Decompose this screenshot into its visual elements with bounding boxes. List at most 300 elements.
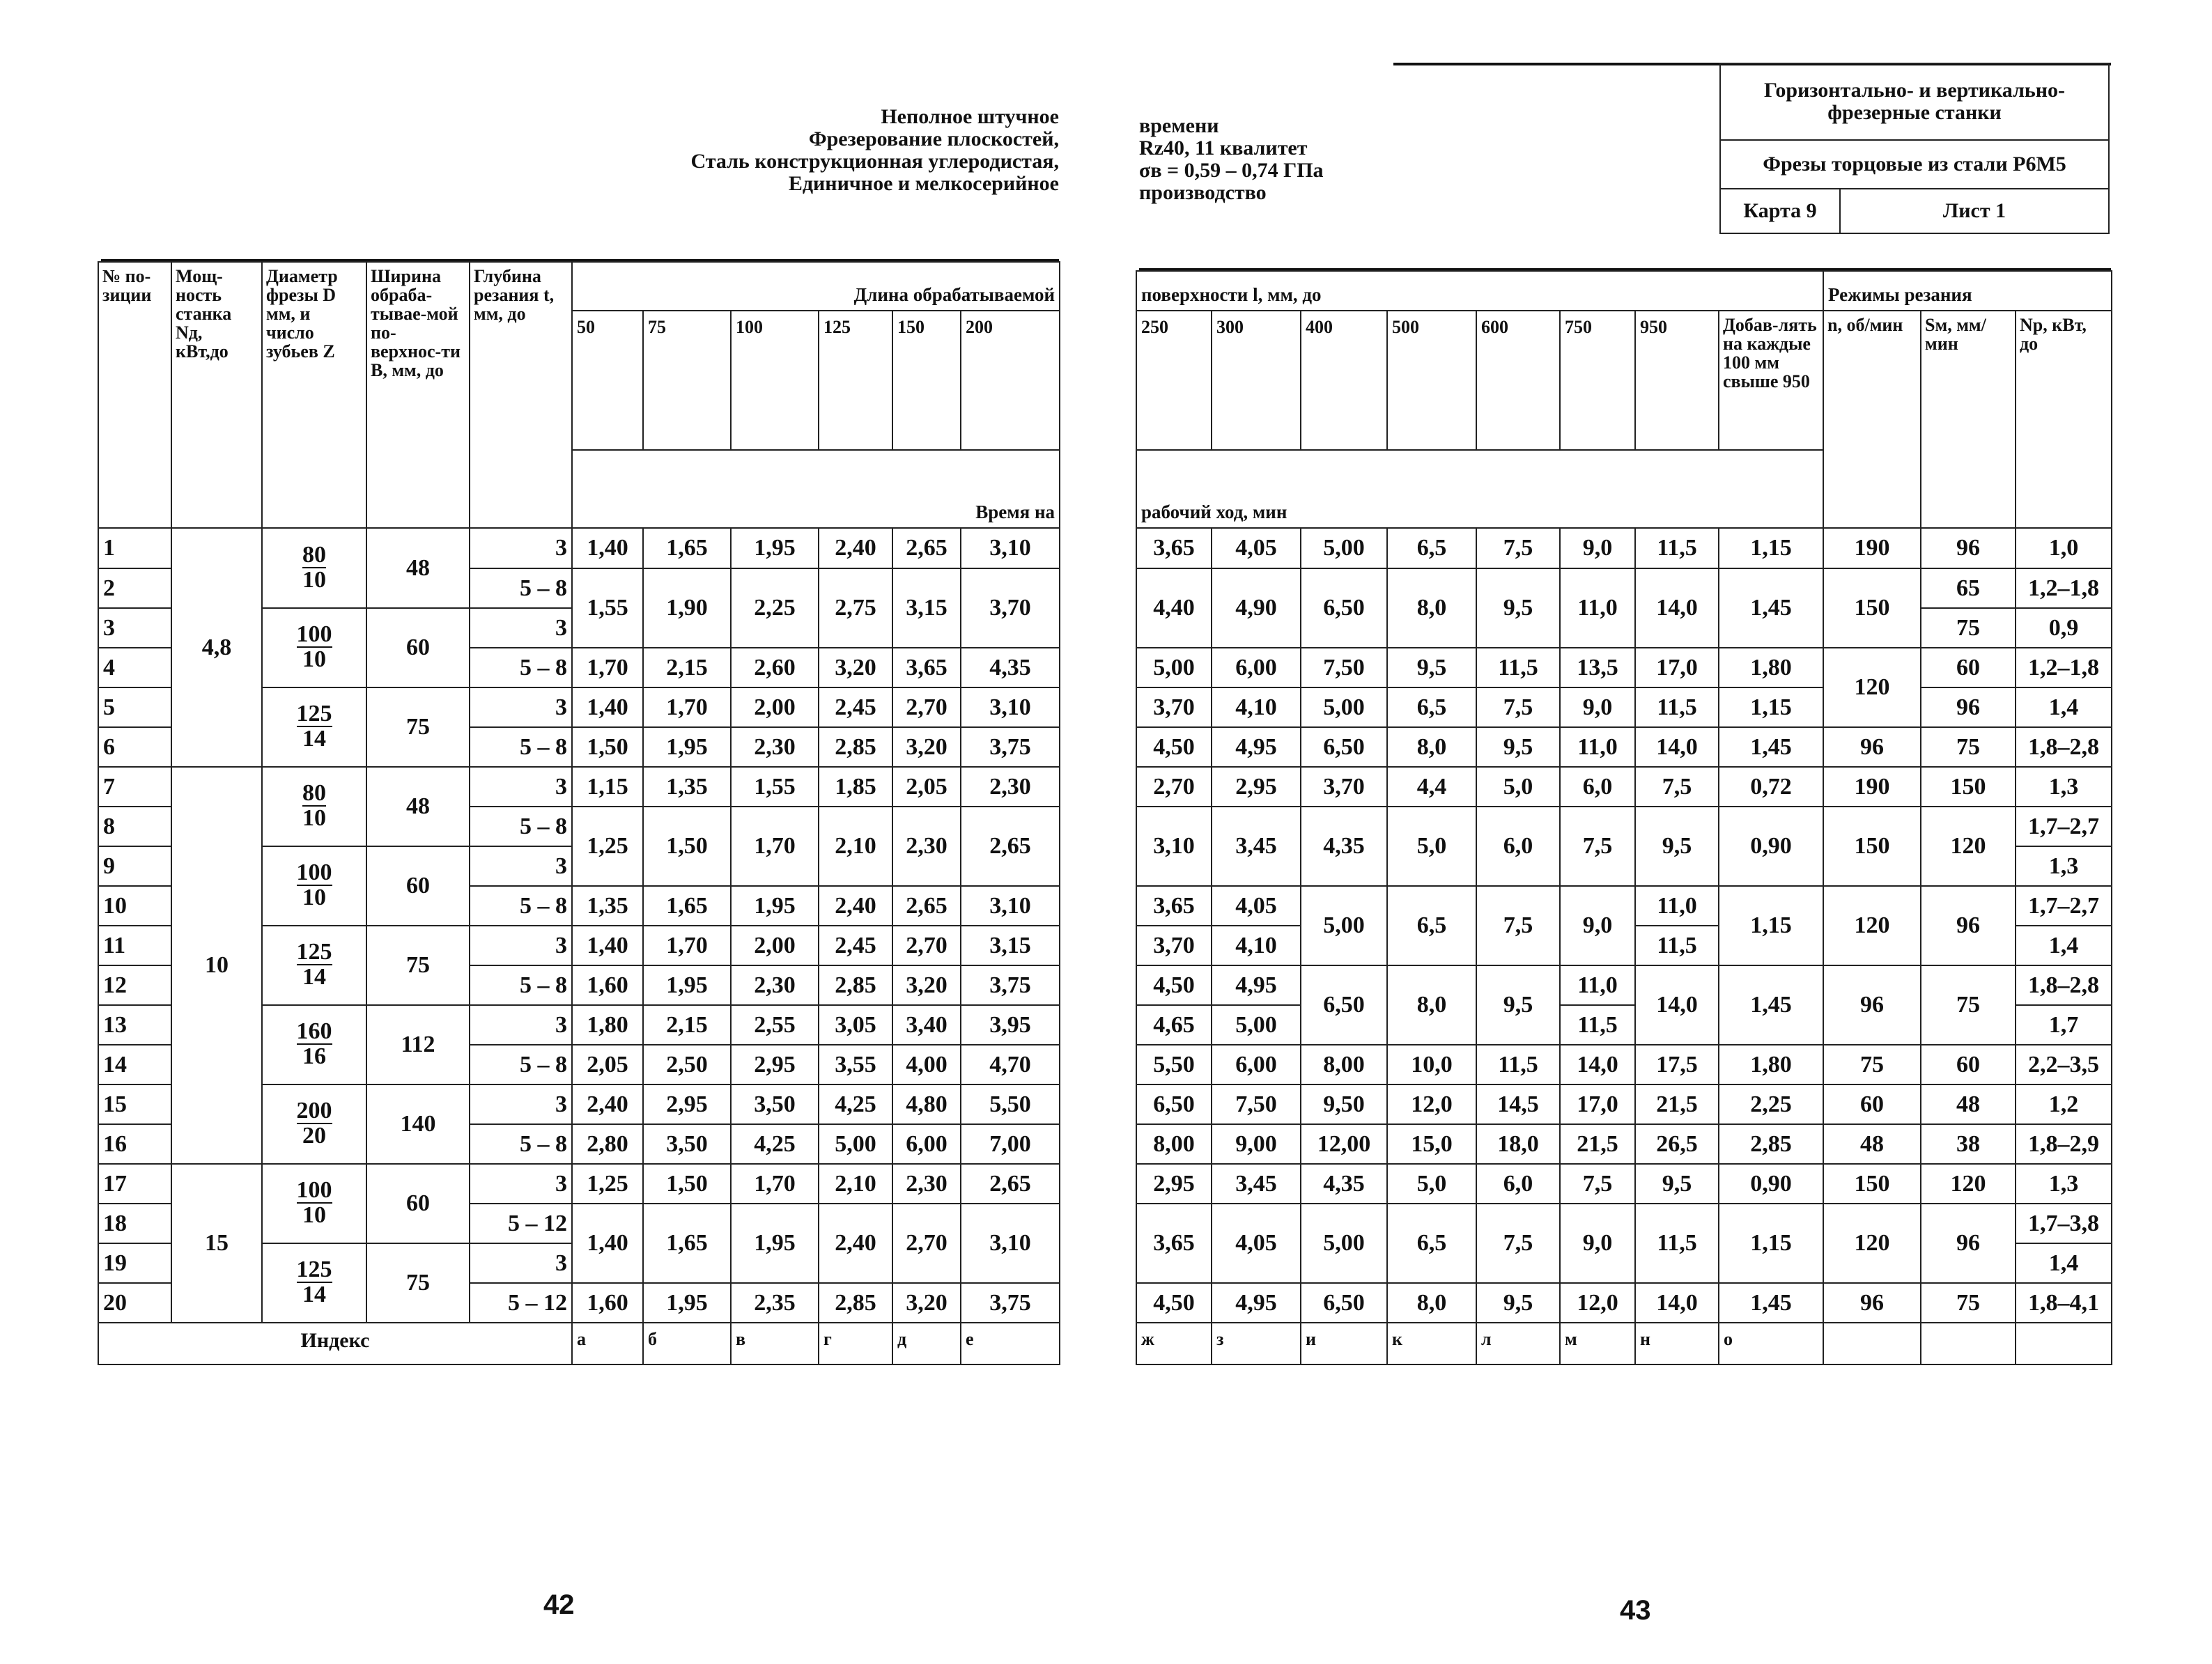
diam-d: 100 [296, 1177, 332, 1203]
diam-d: 200 [296, 1098, 332, 1123]
time-cell: 2,30 [731, 727, 819, 767]
col-s: Sм, мм/мин [1921, 311, 2016, 528]
time-cell: 2,95 [731, 1045, 819, 1084]
time-cell: 4,10 [1212, 926, 1301, 965]
page-number-right: 43 [1620, 1595, 1651, 1626]
time-cell: 6,00 [1212, 1045, 1301, 1084]
time-cell: 5,00 [1301, 886, 1387, 965]
time-cell: 4,35 [961, 648, 1060, 687]
col-diam: Диаметр фрезы D мм, и число зубьев Z [262, 262, 366, 528]
time-cell: 3,95 [961, 1005, 1060, 1045]
depth-cell: 5 – 8 [470, 807, 572, 846]
diam-cell [262, 528, 366, 608]
machines-title: Горизонтально- и вертикально-фрезерные станки [1720, 63, 2109, 140]
add-cell: 1,15 [1719, 886, 1823, 965]
left-header-line: Фрезерование плоскостей, [808, 127, 1059, 150]
time-cell: 1,35 [572, 886, 643, 926]
time-cell: 6,0 [1560, 767, 1635, 807]
time-cell: 2,15 [643, 1005, 731, 1045]
time-cell: 10,0 [1387, 1045, 1476, 1084]
time-cell: 2,65 [892, 886, 961, 926]
time-cell: 7,5 [1635, 767, 1719, 807]
time-cell: 5,50 [961, 1084, 1060, 1124]
depth-cell: 3 [470, 687, 572, 727]
time-cell: 5,0 [1387, 807, 1476, 886]
col-power: Мощ-ность станка Nд, кВт,до [171, 262, 262, 528]
card-number: Карта 9 [1720, 189, 1840, 233]
time-cell: 4,95 [1212, 727, 1301, 767]
add-cell: 1,45 [1719, 1283, 1823, 1323]
s-cell: 120 [1921, 807, 2016, 886]
time-cell: 1,95 [643, 727, 731, 767]
add-cell: 0,72 [1719, 767, 1823, 807]
diam-z: 16 [302, 1043, 326, 1069]
col-width: Ширина обраба-тывае-мой по-верхнос-ти B, мм, до [366, 262, 470, 528]
n-cell: 96 [1823, 965, 1921, 1045]
pos-cell: 2 [98, 568, 171, 608]
time-cell: 8,0 [1387, 965, 1476, 1045]
diam-d: 100 [296, 621, 332, 647]
depth-cell: 3 [470, 767, 572, 807]
time-cell: 6,5 [1387, 886, 1476, 965]
p-cell: 1,7 [2016, 1005, 2112, 1045]
time-cell: 12,00 [1301, 1124, 1387, 1164]
diam-d: 125 [296, 939, 332, 965]
time-cell: 7,5 [1560, 807, 1635, 886]
time-cell: 6,0 [1476, 1164, 1560, 1204]
time-cell: 4,90 [1212, 568, 1301, 648]
time-cell: 3,15 [892, 568, 961, 648]
pos-cell: 12 [98, 965, 171, 1005]
index-cell: н [1635, 1323, 1719, 1364]
depth-cell: 5 – 8 [470, 568, 572, 608]
time-cell: 6,50 [1301, 568, 1387, 648]
time-cell: 9,0 [1560, 528, 1635, 568]
index-cell: и [1301, 1323, 1387, 1364]
len-col: 950 [1635, 311, 1719, 450]
time-cell: 4,50 [1136, 727, 1212, 767]
time-cell: 4,95 [1212, 965, 1301, 1005]
time-cell: 14,0 [1635, 965, 1719, 1045]
diam-d: 100 [296, 860, 332, 885]
time-cell: 2,40 [572, 1084, 643, 1124]
time-cell: 3,70 [1136, 926, 1212, 965]
time-cell: 1,40 [572, 926, 643, 965]
depth-cell: 5 – 8 [470, 727, 572, 767]
time-cell: 1,65 [643, 1204, 731, 1283]
s-cell: 96 [1921, 886, 2016, 965]
time-cell: 1,80 [572, 1005, 643, 1045]
time-cell: 3,65 [1136, 886, 1212, 926]
time-cell: 2,65 [961, 1164, 1060, 1204]
time-cell: 1,35 [643, 767, 731, 807]
width-cell: 48 [366, 528, 470, 608]
time-cell: 3,10 [961, 886, 1060, 926]
time-cell: 2,70 [892, 687, 961, 727]
time-cell: 11,5 [1635, 687, 1719, 727]
col-add: Добав-лять на каждые 100 мм свыше 950 [1719, 311, 1823, 450]
time-cell: 1,60 [572, 965, 643, 1005]
time-cell: 2,95 [643, 1084, 731, 1124]
pos-cell: 11 [98, 926, 171, 965]
pos-cell: 8 [98, 807, 171, 846]
width-cell: 140 [366, 1084, 470, 1164]
time-cell: 2,70 [1136, 767, 1212, 807]
diam-z: 10 [302, 1202, 326, 1228]
time-cell: 7,00 [961, 1124, 1060, 1164]
p-cell: 1,3 [2016, 846, 2112, 886]
time-cell: 1,65 [643, 528, 731, 568]
index-cell: а [572, 1323, 643, 1364]
p-cell: 0,9 [2016, 608, 2112, 648]
time-cell: 2,95 [1212, 767, 1301, 807]
depth-cell: 3 [470, 846, 572, 886]
time-cell: 4,50 [1136, 1283, 1212, 1323]
index-label: Индекс [98, 1323, 572, 1364]
add-cell: 1,15 [1719, 528, 1823, 568]
diam-d: 125 [296, 1257, 332, 1282]
time-cell: 1,55 [572, 568, 643, 648]
time-cell: 1,40 [572, 1204, 643, 1283]
n-cell: 190 [1823, 528, 1921, 568]
right-header [1139, 115, 1474, 204]
time-cell: 4,65 [1136, 1005, 1212, 1045]
time-cell: 13,5 [1560, 648, 1635, 687]
diam-d: 125 [296, 701, 332, 726]
index-cell: л [1476, 1323, 1560, 1364]
time-cell: 4,35 [1301, 1164, 1387, 1204]
pos-cell: 20 [98, 1283, 171, 1323]
s-cell: 75 [1921, 727, 2016, 767]
depth-cell: 5 – 12 [470, 1204, 572, 1243]
width-cell: 48 [366, 767, 470, 846]
depth-cell: 3 [470, 1084, 572, 1124]
time-cell: 1,15 [572, 767, 643, 807]
time-cell: 3,40 [892, 1005, 961, 1045]
right-header-line: σв = 0,59 – 0,74 ГПа [1139, 159, 1324, 182]
len-col: 50 [572, 311, 643, 450]
time-cell: 2,10 [819, 1164, 892, 1204]
col-p: Nр, кВт, до [2016, 311, 2112, 528]
s-cell: 120 [1921, 1164, 2016, 1204]
time-cell: 1,95 [731, 528, 819, 568]
n-cell: 96 [1823, 1283, 1921, 1323]
n-cell: 150 [1823, 807, 1921, 886]
depth-cell: 3 [470, 608, 572, 648]
page-number-left: 42 [543, 1589, 575, 1620]
time-group: Время на [572, 450, 1060, 528]
diam-z: 20 [302, 1123, 326, 1149]
index-cell: г [819, 1323, 892, 1364]
time-cell: 3,10 [961, 687, 1060, 727]
time-cell: 1,70 [731, 807, 819, 886]
time-cell: 5,00 [819, 1124, 892, 1164]
p-cell: 2,2–3,5 [2016, 1045, 2112, 1084]
diam-z: 10 [302, 566, 326, 593]
time-cell: 7,5 [1476, 1204, 1560, 1283]
right-header-line: времени [1139, 114, 1219, 137]
time-cell: 2,00 [731, 687, 819, 727]
diam-z: 14 [302, 726, 326, 752]
time-cell: 5,00 [1301, 528, 1387, 568]
s-cell: 75 [1921, 1283, 2016, 1323]
time-cell: 3,70 [961, 568, 1060, 648]
len-col: 250 [1136, 311, 1212, 450]
n-cell: 60 [1823, 1084, 1921, 1124]
time-cell: 3,50 [731, 1084, 819, 1124]
s-cell: 75 [1921, 608, 2016, 648]
index-cell: о [1719, 1323, 1823, 1364]
s-cell: 65 [1921, 568, 2016, 608]
n-cell: 150 [1823, 568, 1921, 648]
time-cell: 1,65 [643, 886, 731, 926]
width-cell: 60 [366, 1164, 470, 1243]
time-cell: 21,5 [1560, 1124, 1635, 1164]
p-cell: 1,2–1,8 [2016, 568, 2112, 608]
time-cell: 14,0 [1635, 568, 1719, 648]
time-cell: 8,00 [1301, 1045, 1387, 1084]
time-cell: 1,70 [731, 1164, 819, 1204]
time-cell: 14,0 [1635, 1283, 1719, 1323]
index-cell: е [961, 1323, 1060, 1364]
p-cell: 1,3 [2016, 1164, 2112, 1204]
time-cell: 6,5 [1387, 687, 1476, 727]
time-cell: 9,0 [1560, 687, 1635, 727]
depth-cell: 5 – 12 [470, 1283, 572, 1323]
time-cell: 3,65 [1136, 528, 1212, 568]
diam-z: 10 [302, 805, 326, 831]
depth-cell: 3 [470, 926, 572, 965]
time-cell: 5,00 [1136, 648, 1212, 687]
time-cell: 17,0 [1560, 1084, 1635, 1124]
len-col: 150 [892, 311, 961, 450]
time-cell: 2,70 [892, 1204, 961, 1283]
len-col: 500 [1387, 311, 1476, 450]
time-cell: 4,40 [1136, 568, 1212, 648]
time-cell: 3,20 [819, 648, 892, 687]
time-cell: 7,50 [1301, 648, 1387, 687]
time-cell: 8,00 [1136, 1124, 1212, 1164]
index-cell: д [892, 1323, 961, 1364]
index-cell: з [1212, 1323, 1301, 1364]
diam-cell [262, 1243, 366, 1323]
add-cell: 1,15 [1719, 687, 1823, 727]
index-cell-empty [2016, 1323, 2112, 1364]
time-cell: 7,50 [1212, 1084, 1301, 1124]
p-cell: 1,8–2,8 [2016, 727, 2112, 767]
n-cell: 120 [1823, 1204, 1921, 1283]
pos-cell: 10 [98, 886, 171, 926]
length-group: поверхности l, мм, до [1136, 271, 1823, 311]
time-cell: 6,50 [1301, 965, 1387, 1045]
time-group: рабочий ход, мин [1136, 450, 1823, 528]
tools-title: Фрезы торцовые из стали Р6М5 [1720, 140, 2109, 189]
time-cell: 4,80 [892, 1084, 961, 1124]
time-cell: 2,75 [819, 568, 892, 648]
time-cell: 2,35 [731, 1283, 819, 1323]
depth-cell: 5 – 8 [470, 886, 572, 926]
add-cell: 1,45 [1719, 568, 1823, 648]
time-cell: 4,05 [1212, 1204, 1301, 1283]
p-cell: 1,0 [2016, 528, 2112, 568]
time-cell: 3,70 [1136, 687, 1212, 727]
add-cell: 1,45 [1719, 727, 1823, 767]
time-cell: 2,65 [892, 528, 961, 568]
time-cell: 2,30 [961, 767, 1060, 807]
time-cell: 9,5 [1635, 807, 1719, 886]
time-cell: 2,30 [731, 965, 819, 1005]
s-cell: 96 [1921, 528, 2016, 568]
diam-cell [262, 926, 366, 1005]
index-cell: в [731, 1323, 819, 1364]
time-cell: 4,35 [1301, 807, 1387, 886]
time-cell: 9,5 [1387, 648, 1476, 687]
col-n: n, об/мин [1823, 311, 1921, 528]
pos-cell: 3 [98, 608, 171, 648]
time-cell: 11,0 [1560, 727, 1635, 767]
depth-cell: 3 [470, 1243, 572, 1283]
time-cell: 1,95 [643, 1283, 731, 1323]
diam-cell [262, 846, 366, 926]
diam-cell [262, 1084, 366, 1164]
index-cell: б [643, 1323, 731, 1364]
time-cell: 2,45 [819, 687, 892, 727]
time-cell: 15,0 [1387, 1124, 1476, 1164]
time-cell: 2,25 [731, 568, 819, 648]
len-col: 125 [819, 311, 892, 450]
s-cell: 96 [1921, 1204, 2016, 1283]
card-title-box [1719, 63, 2110, 234]
len-col: 600 [1476, 311, 1560, 450]
time-cell: 2,95 [1136, 1164, 1212, 1204]
time-cell: 9,0 [1560, 1204, 1635, 1283]
n-cell: 120 [1823, 886, 1921, 965]
left-header-line: Единичное и мелкосерийное [788, 172, 1059, 195]
p-cell: 1,3 [2016, 767, 2112, 807]
time-cell: 1,50 [643, 807, 731, 886]
diam-z: 10 [302, 646, 326, 672]
add-cell: 0,90 [1719, 807, 1823, 886]
time-cell: 11,0 [1635, 886, 1719, 926]
time-cell: 9,5 [1476, 727, 1560, 767]
diam-cell [262, 767, 366, 846]
time-cell: 1,95 [731, 1204, 819, 1283]
time-cell: 9,00 [1212, 1124, 1301, 1164]
add-cell: 1,15 [1719, 1204, 1823, 1283]
diam-cell [262, 608, 366, 687]
time-cell: 9,50 [1301, 1084, 1387, 1124]
time-cell: 3,10 [1136, 807, 1212, 886]
pos-cell: 14 [98, 1045, 171, 1084]
pos-cell: 13 [98, 1005, 171, 1045]
add-cell: 2,85 [1719, 1124, 1823, 1164]
s-cell: 38 [1921, 1124, 2016, 1164]
power-cell: 15 [171, 1164, 262, 1323]
time-cell: 5,00 [1212, 1005, 1301, 1045]
time-cell: 17,5 [1635, 1045, 1719, 1084]
p-cell: 1,2–1,8 [2016, 648, 2112, 687]
time-cell: 2,05 [572, 1045, 643, 1084]
time-cell: 4,00 [892, 1045, 961, 1084]
p-cell: 1,7–2,7 [2016, 807, 2112, 846]
time-cell: 1,90 [643, 568, 731, 648]
time-cell: 3,20 [892, 965, 961, 1005]
time-cell: 4,05 [1212, 886, 1301, 926]
diam-z: 10 [302, 885, 326, 910]
diam-d: 160 [296, 1018, 332, 1044]
right-table [1136, 270, 2112, 1365]
add-cell: 0,90 [1719, 1164, 1823, 1204]
time-cell: 1,70 [643, 926, 731, 965]
time-cell: 4,10 [1212, 687, 1301, 727]
add-cell: 2,25 [1719, 1084, 1823, 1124]
time-cell: 4,05 [1212, 528, 1301, 568]
time-cell: 1,55 [731, 767, 819, 807]
width-cell: 112 [366, 1005, 470, 1084]
time-cell: 3,65 [1136, 1204, 1212, 1283]
time-cell: 2,40 [819, 1204, 892, 1283]
p-cell: 1,2 [2016, 1084, 2112, 1124]
time-cell: 26,5 [1635, 1124, 1719, 1164]
n-cell: 190 [1823, 767, 1921, 807]
depth-cell: 5 – 8 [470, 1124, 572, 1164]
pos-cell: 18 [98, 1204, 171, 1243]
time-cell: 2,80 [572, 1124, 643, 1164]
pos-cell: 4 [98, 648, 171, 687]
time-cell: 2,30 [892, 1164, 961, 1204]
n-cell: 150 [1823, 1164, 1921, 1204]
time-cell: 2,70 [892, 926, 961, 965]
time-cell: 6,50 [1301, 1283, 1387, 1323]
time-cell: 5,00 [1301, 1204, 1387, 1283]
width-cell: 60 [366, 846, 470, 926]
time-cell: 2,85 [819, 727, 892, 767]
time-cell: 1,95 [643, 965, 731, 1005]
time-cell: 4,4 [1387, 767, 1476, 807]
time-cell: 9,0 [1560, 886, 1635, 965]
time-cell: 18,0 [1476, 1124, 1560, 1164]
s-cell: 60 [1921, 1045, 2016, 1084]
power-cell: 4,8 [171, 528, 262, 767]
time-cell: 2,85 [819, 965, 892, 1005]
depth-cell: 3 [470, 1164, 572, 1204]
time-cell: 9,5 [1476, 965, 1560, 1045]
time-cell: 3,75 [961, 1283, 1060, 1323]
s-cell: 150 [1921, 767, 2016, 807]
pos-cell: 7 [98, 767, 171, 807]
left-table [98, 261, 1060, 1365]
time-cell: 3,15 [961, 926, 1060, 965]
p-cell: 1,4 [2016, 1243, 2112, 1283]
s-cell: 60 [1921, 648, 2016, 687]
time-cell: 17,0 [1635, 648, 1719, 687]
time-cell: 8,0 [1387, 568, 1476, 648]
len-col: 200 [961, 311, 1060, 450]
p-cell: 1,8–2,9 [2016, 1124, 2112, 1164]
len-col: 100 [731, 311, 819, 450]
time-cell: 7,5 [1476, 687, 1560, 727]
time-cell: 2,50 [643, 1045, 731, 1084]
time-cell: 11,5 [1635, 528, 1719, 568]
pos-cell: 6 [98, 727, 171, 767]
time-cell: 3,10 [961, 528, 1060, 568]
time-cell: 1,50 [572, 727, 643, 767]
time-cell: 5,50 [1136, 1045, 1212, 1084]
time-cell: 1,40 [572, 528, 643, 568]
time-cell: 5,0 [1476, 767, 1560, 807]
n-cell: 48 [1823, 1124, 1921, 1164]
col-depth: Глубина резания t, мм, до [470, 262, 572, 528]
